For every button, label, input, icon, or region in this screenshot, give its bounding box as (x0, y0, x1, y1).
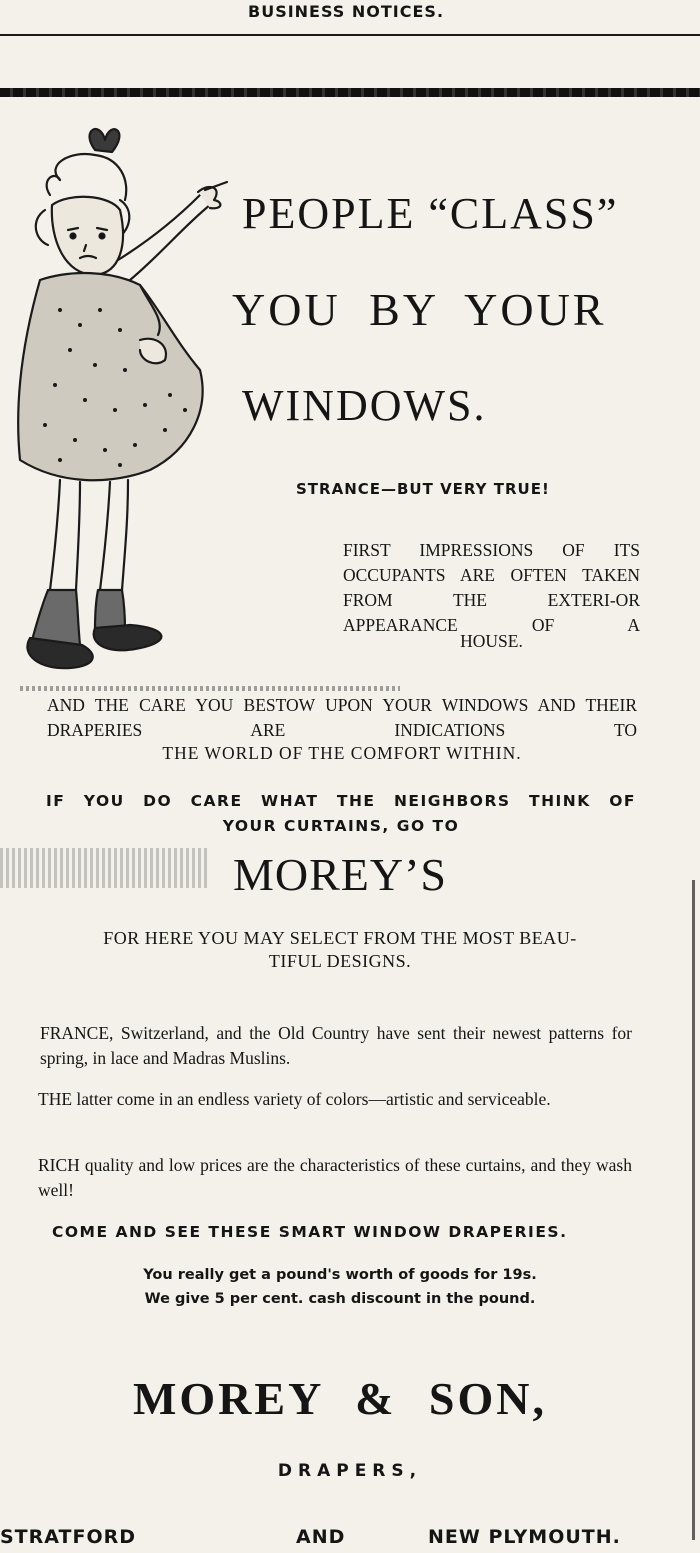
select-line-1: FOR HERE YOU MAY SELECT FROM THE MOST BEAU- (103, 928, 577, 948)
location-left: STRATFORD (0, 1526, 136, 1548)
neighbors-line-2: YOUR CURTAINS, GO TO (222, 817, 460, 835)
location-middle: AND (296, 1526, 346, 1548)
scan-edge (692, 880, 695, 1540)
trade: DRAPERS, (277, 1461, 423, 1481)
headline-line-2: YOU BY YOUR (232, 284, 607, 335)
section-title: BUSINESS NOTICES. (248, 2, 445, 21)
care-paragraph (47, 693, 637, 743)
smudge-line (20, 686, 400, 691)
para-rich: RICH quality and low prices are the characteristics of these curtains, and they wash well! (38, 1155, 632, 1200)
girl-pointing-illustration (0, 110, 235, 690)
subhead: STRANCE—BUT VERY TRUE! (296, 480, 550, 498)
location-right: NEW PLYMOUTH. (428, 1526, 621, 1548)
impressions-last: HOUSE. (460, 631, 523, 651)
impressions-text: FIRST IMPRESSIONS OF ITS OCCUPANTS ARE OFTEN TAKEN FROM THE EXTERI-OR APPEARANCE OF A (343, 540, 640, 635)
neighbors-line-1: IF YOU DO CARE WHAT THE NEIGHBORS THINK OF (46, 792, 636, 810)
thick-rule (0, 88, 700, 97)
store-name: MOREY’S (232, 849, 448, 900)
para-france: FRANCE, Switzerland, and the Old Country have sent their newest patterns for spring, in lace and Madras Muslins. (40, 1023, 632, 1068)
care-last: THE WORLD OF THE COMFORT WITHIN. (162, 743, 522, 763)
headline-line-3: WINDOWS. (242, 381, 487, 430)
top-rule (0, 34, 700, 36)
headline-line-1: PEOPLE “CLASS” (242, 189, 619, 238)
pound-line-1: You really get a pound's worth of goods for 19s. (143, 1267, 537, 1283)
come-see: COME AND SEE THESE SMART WINDOW DRAPERIES. (52, 1223, 568, 1241)
firm-name: MOREY & SON, (132, 1373, 547, 1424)
impressions-paragraph (343, 538, 640, 638)
select-line-2: TIFUL DESIGNS. (268, 951, 412, 971)
para-latter: THE latter come in an endless variety of colors—artistic and serviceable. (38, 1089, 551, 1109)
pound-line-2: We give 5 per cent. cash discount in the pound. (144, 1291, 536, 1307)
care-text: AND THE CARE YOU BESTOW UPON YOUR WINDOWS AND THEIR DRAPERIES ARE INDICATIONS TO (47, 695, 637, 740)
